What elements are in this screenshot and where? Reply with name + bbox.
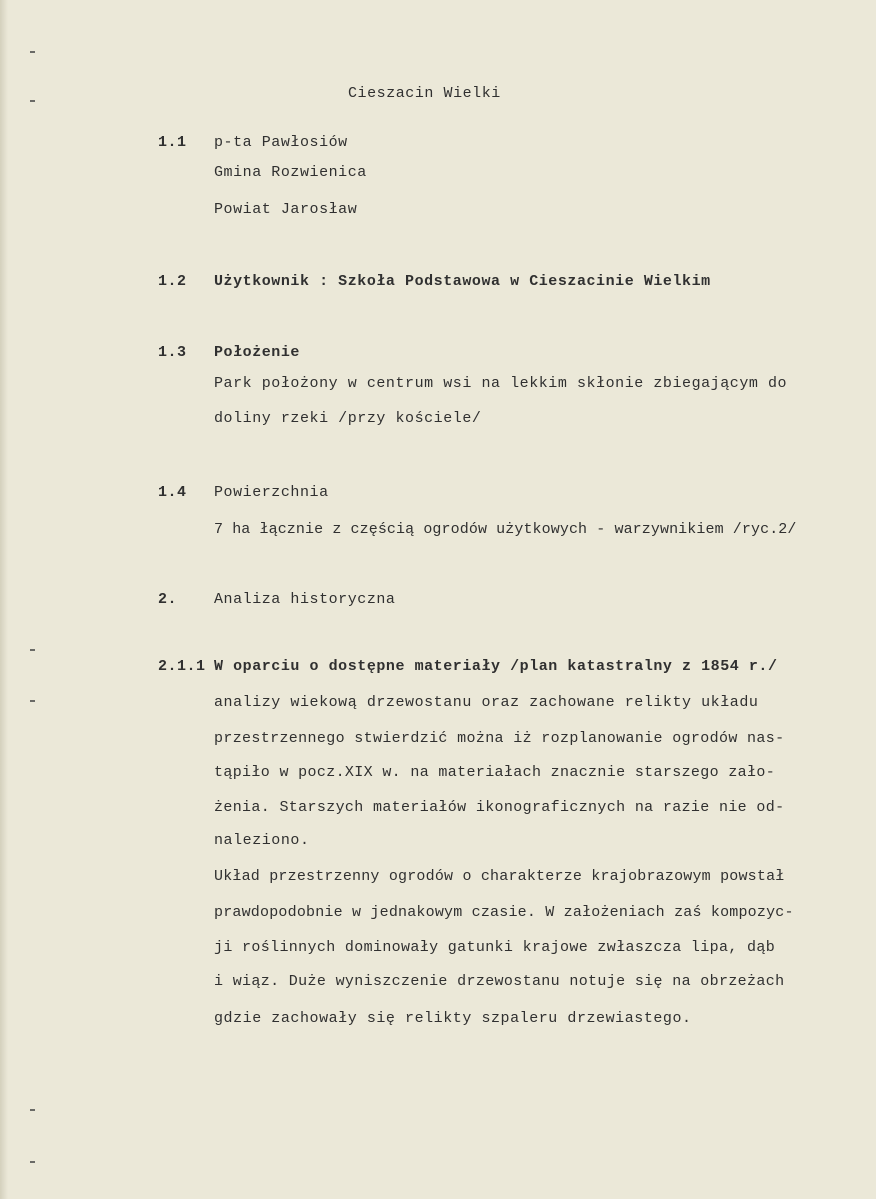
- punch-mark: [30, 51, 35, 53]
- section-number: 1.4: [158, 484, 187, 501]
- text-line: W oparciu o dostępne materiały /plan katastralny z 1854 r./: [214, 658, 778, 675]
- punch-mark: [30, 700, 35, 702]
- section-number: 1.1: [158, 134, 187, 151]
- text-line: 7 ha łącznie z częścią ogrodów użytkowych - warzywnikiem /ryc.2/: [214, 521, 797, 538]
- text-line: analizy wiekową drzewostanu oraz zachowane relikty układu: [214, 694, 759, 711]
- text-line: przestrzennego stwierdzić można iż rozplanowanie ogrodów nas-: [214, 730, 785, 747]
- location-line: Gmina Rozwienica: [214, 164, 367, 181]
- text-line: tąpiło w pocz.XIX w. na materiałach znacznie starszego zało-: [214, 764, 776, 781]
- location-line: p-ta Pawłosiów: [214, 134, 348, 151]
- document-title: Cieszacin Wielki: [348, 85, 501, 102]
- punch-mark: [30, 100, 35, 102]
- section-heading: Analiza historyczna: [214, 591, 396, 608]
- section-number: 1.2: [158, 273, 187, 290]
- section-heading: Powierzchnia: [214, 484, 329, 501]
- text-line: doliny rzeki /przy kościele/: [214, 410, 482, 427]
- user-line: Użytkownik : Szkoła Podstawowa w Cieszacinie Wielkim: [214, 273, 711, 290]
- punch-mark: [30, 1161, 35, 1163]
- section-number: 1.3: [158, 344, 187, 361]
- section-number: 2.1.1: [158, 658, 206, 675]
- text-line: Układ przestrzenny ogrodów o charakterze krajobrazowym powstał: [214, 868, 785, 885]
- text-line: naleziono.: [214, 832, 310, 849]
- section-number: 2.: [158, 591, 178, 608]
- text-line: i wiąz. Duże wyniszczenie drzewostanu notuje się na obrzeżach: [214, 973, 785, 990]
- punch-mark: [30, 1109, 35, 1111]
- text-line: żenia. Starszych materiałów ikonograficznych na razie nie od-: [214, 799, 785, 816]
- text-line: Park położony w centrum wsi na lekkim skłonie zbiegającym do: [214, 375, 788, 392]
- text-line: prawdopodobnie w jednakowym czasie. W założeniach zaś kompozyc-: [214, 904, 794, 921]
- section-heading: Położenie: [214, 344, 300, 361]
- location-line: Powiat Jarosław: [214, 201, 358, 218]
- text-line: gdzie zachowały się relikty szpaleru drzewiastego.: [214, 1010, 692, 1027]
- punch-mark: [30, 649, 35, 651]
- text-line: ji roślinnych dominowały gatunki krajowe zwłaszcza lipa, dąb: [214, 939, 776, 956]
